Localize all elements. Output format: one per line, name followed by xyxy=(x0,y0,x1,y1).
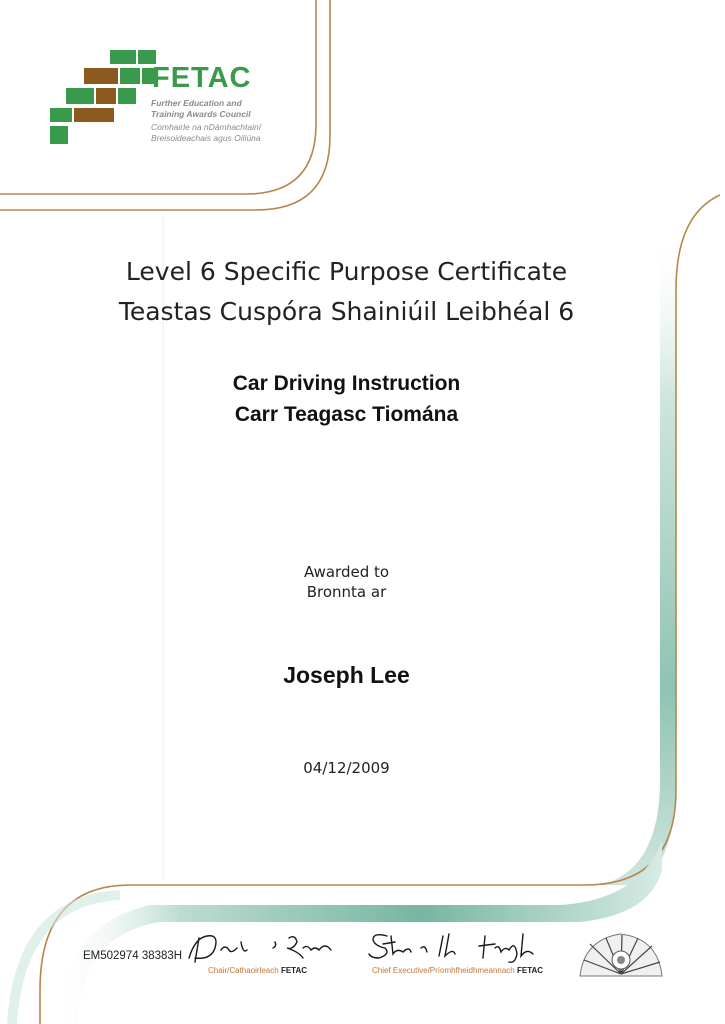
awarded-to-ga: Bronnta ar xyxy=(306,583,387,601)
ceo-caption: Chief Executive/Príomhfheidhmeannach FETAC xyxy=(372,966,544,975)
chair-caption: Chair/Cathaoirleach FETAC xyxy=(208,966,308,975)
award-date: 04/12/2009 xyxy=(303,759,390,777)
hologram-seal-icon xyxy=(576,930,666,978)
awarded-to-en: Awarded to xyxy=(303,563,390,581)
course-name-en: Car Driving Instruction xyxy=(232,372,461,395)
course-name-ga: Carr Teagasc Tiomána xyxy=(234,403,459,426)
chair-signature xyxy=(185,928,340,968)
logo-line-1: Further Education and xyxy=(151,98,242,108)
logo-line-2: Training Awards Council xyxy=(151,109,251,119)
logo-line-3: Comhairle na nDámhachtainí xyxy=(151,122,262,132)
certificate-title-ga: Teastas Cuspóra Shainiúil Leibhéal 6 xyxy=(118,297,575,326)
ceo-signature xyxy=(365,926,555,966)
recipient-name: Joseph Lee xyxy=(283,662,410,688)
certificate-code: EM502974 38383H xyxy=(83,950,183,962)
logo-line-4: Breisoideachais agus Oiliúna xyxy=(151,133,261,143)
certificate-title-en: Level 6 Specific Purpose Certificate xyxy=(125,257,568,286)
logo-name: FETAC xyxy=(152,62,252,94)
